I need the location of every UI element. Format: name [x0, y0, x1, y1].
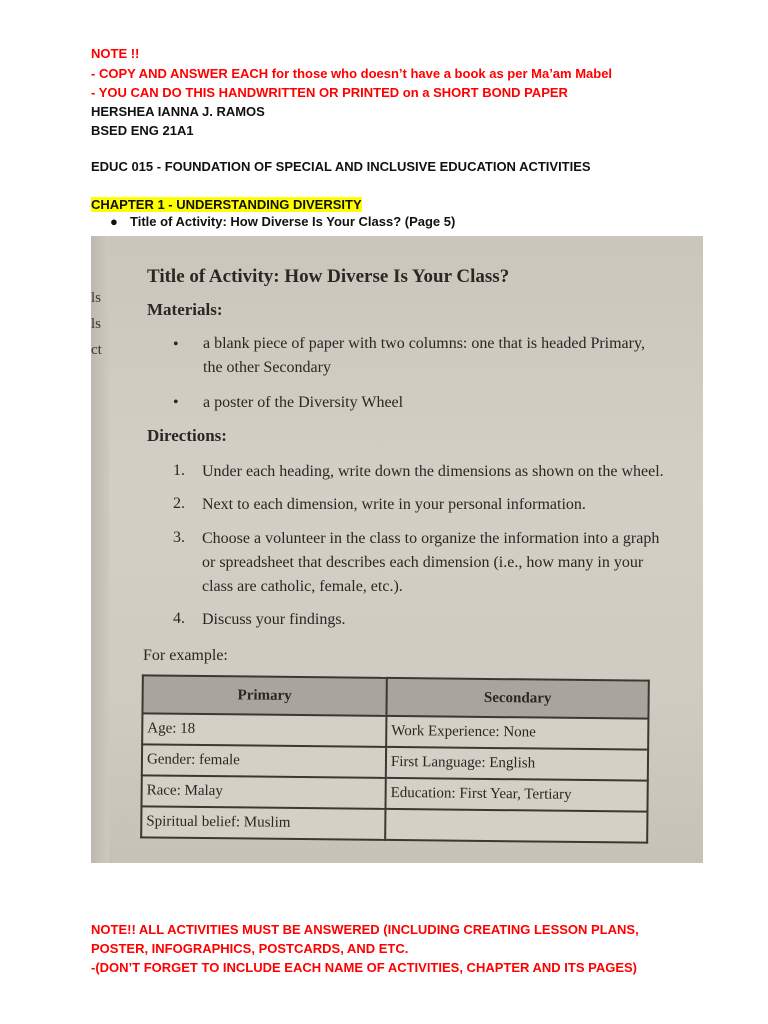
table-cell: Age: 18	[142, 713, 386, 747]
book-page-photo	[91, 236, 703, 863]
example-label: For example:	[143, 647, 228, 664]
footer-note-line: NOTE!! ALL ACTIVITIES MUST BE ANSWERED (INCLUDING CREATING LESSON PLANS,	[91, 922, 639, 937]
table-header-primary: Primary	[142, 675, 386, 716]
student-section: BSED ENG 21A1	[91, 123, 194, 138]
table-cell: Spiritual belief: Muslim	[141, 806, 385, 840]
bullet-mark: •	[173, 394, 179, 411]
book-activity-title: Title of Activity: How Diverse Is Your Class?	[147, 266, 510, 287]
bullet-mark: •	[173, 336, 179, 353]
material-item: a blank piece of paper with two columns: one that is headed Primary,	[203, 335, 645, 352]
table-header-row	[142, 675, 648, 718]
direction-text: Discuss your findings.	[202, 611, 346, 628]
footer-note-line: -(DON’T FORGET TO INCLUDE EACH NAME OF ACTIVITIES, CHAPTER AND ITS PAGES)	[91, 960, 638, 975]
direction-number: 3.	[173, 529, 185, 546]
edge-fragment: ct	[91, 342, 102, 358]
table-cell: First Language: English	[386, 747, 648, 781]
material-item: a poster of the Diversity Wheel	[203, 394, 404, 411]
edge-fragment: ls	[91, 316, 102, 332]
table-row	[141, 806, 647, 842]
table-cell: Work Experience: None	[386, 716, 648, 750]
activity-title: Title of Activity: How Diverse Is Your Class? (Page 5)	[130, 214, 456, 229]
material-item-continued: the other Secondary	[203, 359, 331, 376]
table-cell: Gender: female	[142, 744, 386, 778]
direction-text: Next to each dimension, write in your personal information.	[202, 496, 586, 513]
course-title: EDUC 015 - FOUNDATION OF SPECIAL AND INCLUSIVE EDUCATION ACTIVITIES	[91, 159, 591, 174]
direction-text-continued: or spreadsheet that describes each dimension (i.e., how many in your	[202, 554, 644, 571]
chapter-heading: CHAPTER 1 - UNDERSTANDING DIVERSITY	[91, 197, 362, 212]
direction-number: 2.	[173, 495, 185, 512]
note-heading: NOTE !!	[91, 46, 140, 61]
directions-heading: Directions:	[147, 426, 227, 445]
table-cell: Race: Malay	[141, 775, 385, 809]
edge-fragment: ls	[91, 290, 102, 306]
student-name: HERSHEA IANNA J. RAMOS	[91, 104, 265, 119]
materials-heading: Materials:	[147, 300, 223, 319]
direction-number: 1.	[173, 462, 185, 479]
direction-text-continued: class are catholic, female, etc.).	[202, 578, 403, 595]
example-table	[140, 674, 650, 843]
direction-text: Under each heading, write down the dimensions as shown on the wheel.	[202, 463, 664, 480]
table-cell: Education: First Year, Tertiary	[385, 778, 647, 812]
table-cell	[385, 809, 647, 843]
footer-note-line: POSTER, INFOGRAPHICS, POSTCARDS, AND ETC.	[91, 941, 409, 956]
direction-number: 4.	[173, 610, 185, 627]
direction-text: Choose a volunteer in the class to organize the information into a graph	[202, 530, 660, 547]
note-line-copy: - COPY AND ANSWER EACH for those who doesn’t have a book as per Ma’am Mabel	[91, 66, 613, 81]
table-header-secondary: Secondary	[386, 678, 648, 719]
note-line-handwritten: - YOU CAN DO THIS HANDWRITTEN OR PRINTED on a SHORT BOND PAPER	[91, 85, 568, 100]
activity-bullet: ● Title of Activity: How Diverse Is Your Class? (Page 5)	[110, 214, 456, 229]
